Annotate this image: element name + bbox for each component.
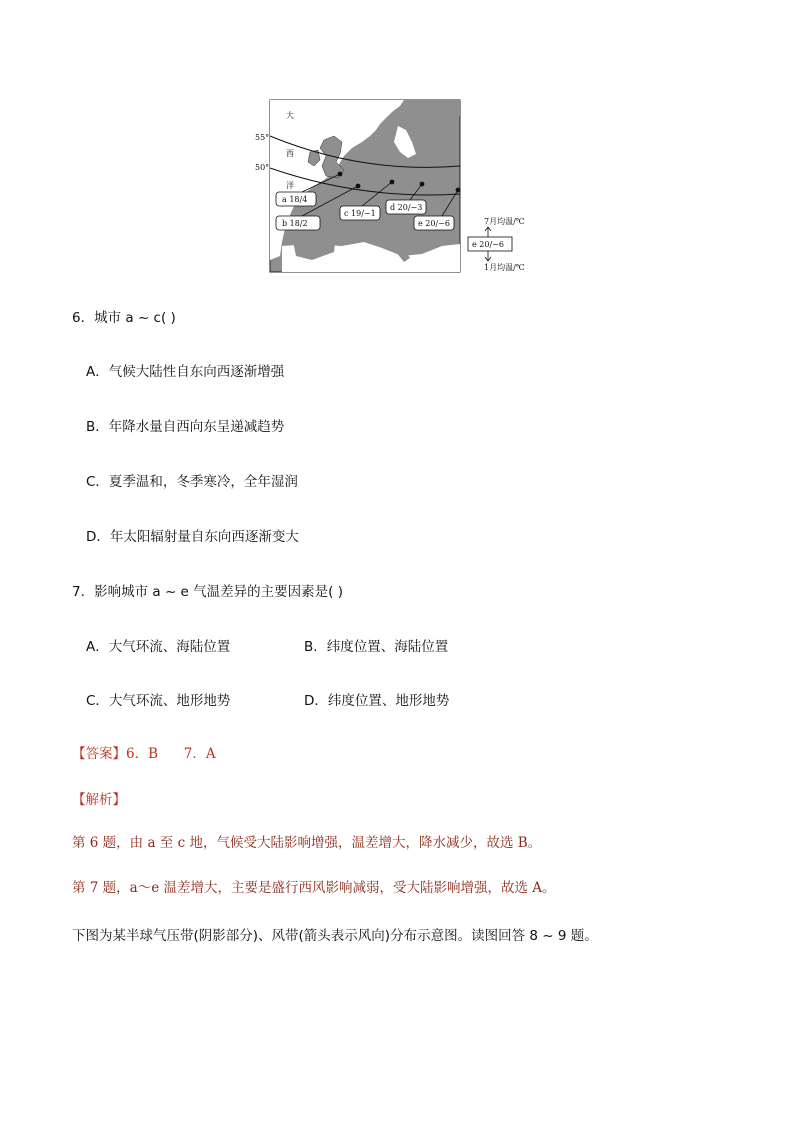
city-b-label: b 18/2: [282, 219, 308, 228]
question-6-stem: 6．城市 a ~ c( ): [72, 310, 176, 326]
question-7-stem: 7．影响城市 a ~ e 气温差异的主要因素是( ): [72, 584, 343, 600]
q7-option-d: D．纬度位置、地形地势: [304, 693, 450, 709]
answer-label: 【答案】: [72, 746, 126, 762]
ocean-char-2: 西: [286, 149, 294, 158]
q6-option-c: C．夏季温和，冬季寒冷，全年湿润: [86, 474, 298, 490]
city-c-label: c 19/−1: [344, 209, 376, 218]
city-d-label: d 20/−3: [390, 203, 423, 212]
europe-climate-map: [252, 96, 542, 278]
city-e-label: e 20/−6: [418, 219, 450, 228]
analysis-line-1: 第 6 题，由 a 至 c 地，气候受大陆影响增强，温差增大，降水减少，故选 B。: [72, 835, 542, 851]
lat-50-label: 50°: [255, 163, 270, 172]
analysis-label: 【解析】: [72, 792, 126, 808]
q7-option-b: B．纬度位置、海陆位置: [304, 639, 449, 655]
legend-box-label: e 20/−6: [472, 240, 504, 249]
next-question-intro: 下图为某半球气压带(阴影部分)、风带(箭头表示风向)分布示意图。读图回答 8 ~ 9 题。: [72, 928, 598, 944]
map-svg: [252, 96, 542, 278]
lat-55-label: 55°: [255, 133, 270, 142]
q7-option-c: C．大气环流、地形地势: [86, 693, 231, 709]
q6-option-d: D．年太阳辐射量自东向西逐渐变大: [86, 529, 299, 545]
ocean-char-3: 洋: [286, 181, 294, 190]
q6-option-a: A．气候大陆性自东向西逐渐增强: [86, 364, 285, 380]
answer-line: [72, 742, 216, 762]
analysis-line-2: 第 7 题，a～e 温差增大，主要是盛行西风影响减弱，受大陆影响增强，故选 A。: [72, 880, 556, 896]
q6-option-b: B．年降水量自西向东呈递减趋势: [86, 419, 285, 435]
legend-jan-label: 1月均温/℃: [484, 263, 525, 272]
city-a-label: a 18/4: [282, 195, 308, 204]
ocean-char-1: 大: [286, 111, 294, 120]
q7-option-a: A．大气环流、海陆位置: [86, 639, 231, 655]
answer-value: 6．B 7．A: [126, 746, 216, 762]
legend-july-label: 7月均温/℃: [484, 217, 525, 226]
